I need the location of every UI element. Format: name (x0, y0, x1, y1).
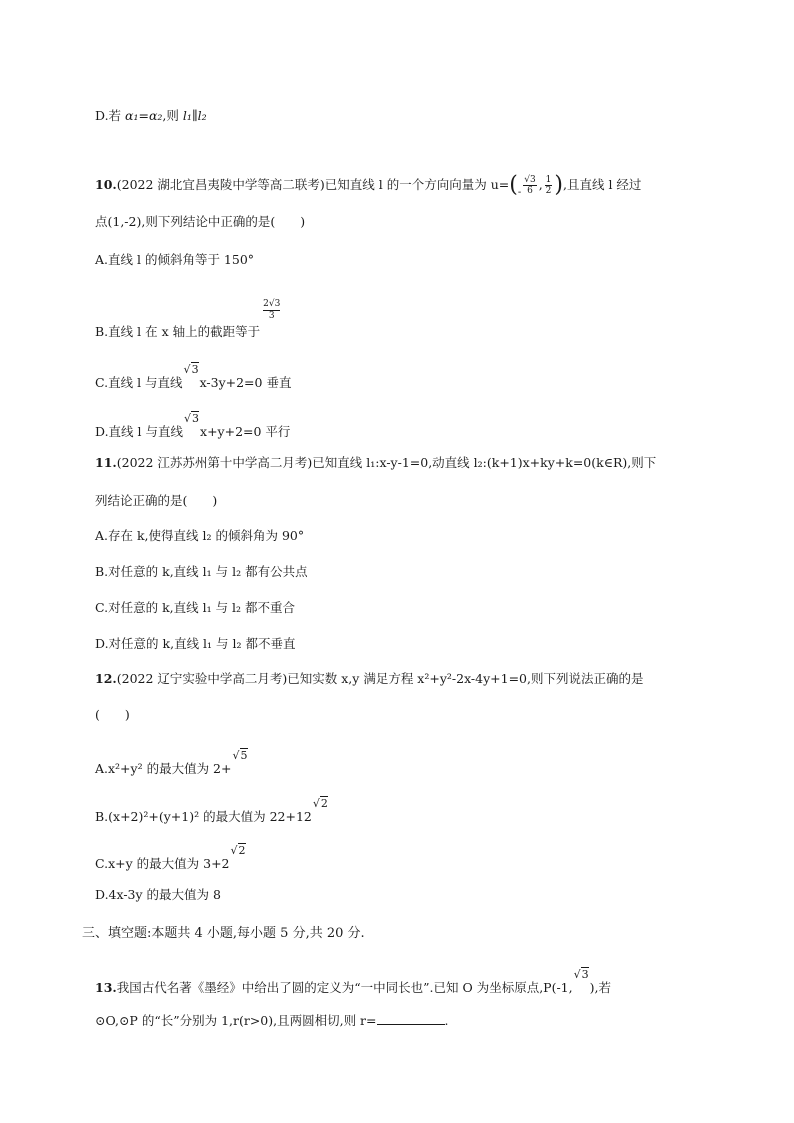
q10-option-d (95, 412, 291, 442)
q13-number: 13. (95, 980, 117, 995)
q13-line2-text: ⊙O,⊙P 的“长”分别为 1,r(r>0),且两圆相切,则 r= (95, 1013, 377, 1028)
q9-option-d-conclusion: l₁∥l₂ (182, 108, 207, 123)
q10-line1: 10.(2022 湖北宜昌夷陵中学等高二联考)已知直线 l 的一个方向向量为 $u=(_-$ $\frac{√3}{6}$ , $\frac{1}{2}$ ),且直线 l 经过 (95, 172, 642, 198)
vector-close-paren: ) (554, 172, 563, 198)
q12-option-c (95, 844, 247, 874)
q12-option-a (95, 749, 249, 779)
q10-option-d-post: x+y+2=0 平行 (200, 424, 291, 439)
q12-option-d: D.4x-3y 的最大值为 8 (95, 887, 221, 902)
section-heading: 三、填空题:本题共 4 小题,每小题 5 分,共 20 分. (82, 926, 365, 941)
q11-number: 11. (95, 455, 117, 470)
q10-option-b-text: B.直线 l 在 x 轴上的截距等于 (95, 324, 261, 339)
q10-option-c-sqrt: √3 (183, 363, 199, 376)
q10-option-d-pre: D.直线 l 与直线 (95, 424, 183, 439)
q10-stem-b: ,且直线 l 经过 (563, 177, 642, 192)
q12-option-b (95, 797, 329, 827)
vector-open-paren: ( (509, 172, 518, 198)
q13-stem-b: ),若 (589, 980, 611, 995)
q11-option-a: A.存在 k,使得直线 l₂ 的倾斜角为 90° (95, 528, 305, 543)
q9-option-d-mid: ,则 (162, 108, 183, 123)
q10-option-c-pre: C.直线 l 与直线 (95, 375, 183, 390)
q10-option-b-fraction: $\frac{2√3}{3}$ (263, 299, 281, 321)
q12-stem: (2022 辽宁实验中学高二月考)已知实数 x,y 满足方程 x²+y²-2x-4y+1=0,则下列说法正确的是 (116, 671, 644, 686)
q10-option-c-post: x-3y+2=0 垂直 (199, 375, 292, 390)
q10-number: 10. (95, 177, 117, 192)
q11-option-c: C.对任意的 k,直线 l₁ 与 l₂ 都不重合 (95, 600, 296, 615)
q11-stem: (2022 江苏苏州第十中学高二月考)已知直线 l₁:x-y-1=0,动直线 l₂:(k+1)x+ky+k=0(k∈R),则下 (116, 455, 657, 470)
q13-line2 (95, 1010, 449, 1030)
q12-option-b-pre: B.(x+2)²+(y+1)² 的最大值为 22+12 (95, 809, 312, 824)
q10-line2: 点(1,-2),则下列结论中正确的是( ) (95, 214, 306, 229)
q10-option-c (95, 363, 292, 393)
q10-stem-a: (2022 湖北宜昌夷陵中学等高二联考)已知直线 l 的一个方向向量为 u= (116, 177, 510, 192)
q11-option-b: B.对任意的 k,直线 l₁ 与 l₂ 都有公共点 (95, 564, 308, 579)
q13-stem-a: 我国古代名著《墨经》中给出了圆的定义为“一中同长也”.已知 O 为坐标原点,P(-1, (116, 980, 573, 995)
q12-line1 (95, 670, 643, 688)
q9-option-d-prefix: D.若 (95, 108, 126, 123)
q12-number: 12. (95, 671, 117, 686)
vector-frac-1: $\frac{√3}{6}$ (524, 175, 536, 196)
q11-line1 (95, 454, 656, 472)
q12-option-c-sqrt: √2 (230, 844, 246, 857)
q12-option-a-pre: A.x²+y² 的最大值为 2+ (95, 761, 232, 776)
q10-option-a: A.直线 l 的倾斜角等于 150° (95, 252, 255, 267)
vector-frac-2: $\frac{1}{2}$ (545, 175, 552, 196)
answer-blank[interactable] (377, 1010, 445, 1025)
q10-option-b (95, 299, 281, 344)
q12-option-c-pre: C.x+y 的最大值为 3+2 (95, 856, 230, 871)
q13-sqrt: √3 (573, 968, 589, 981)
q11-option-d: D.对任意的 k,直线 l₁ 与 l₂ 都不垂直 (95, 636, 296, 651)
q9-option-d (95, 107, 207, 125)
q12-option-b-sqrt: √2 (312, 797, 328, 810)
q9-option-d-expr: α₁=α₂ (125, 108, 163, 123)
q12-line2: ( ) (95, 707, 130, 722)
q11-line2: 列结论正确的是( ) (95, 493, 218, 508)
q12-option-a-sqrt: √5 (232, 749, 248, 762)
vector-sign: - (517, 187, 522, 198)
q10-option-d-sqrt: √3 (184, 412, 200, 425)
q13-line1 (95, 968, 611, 998)
q13-line2-end: . (444, 1013, 449, 1028)
